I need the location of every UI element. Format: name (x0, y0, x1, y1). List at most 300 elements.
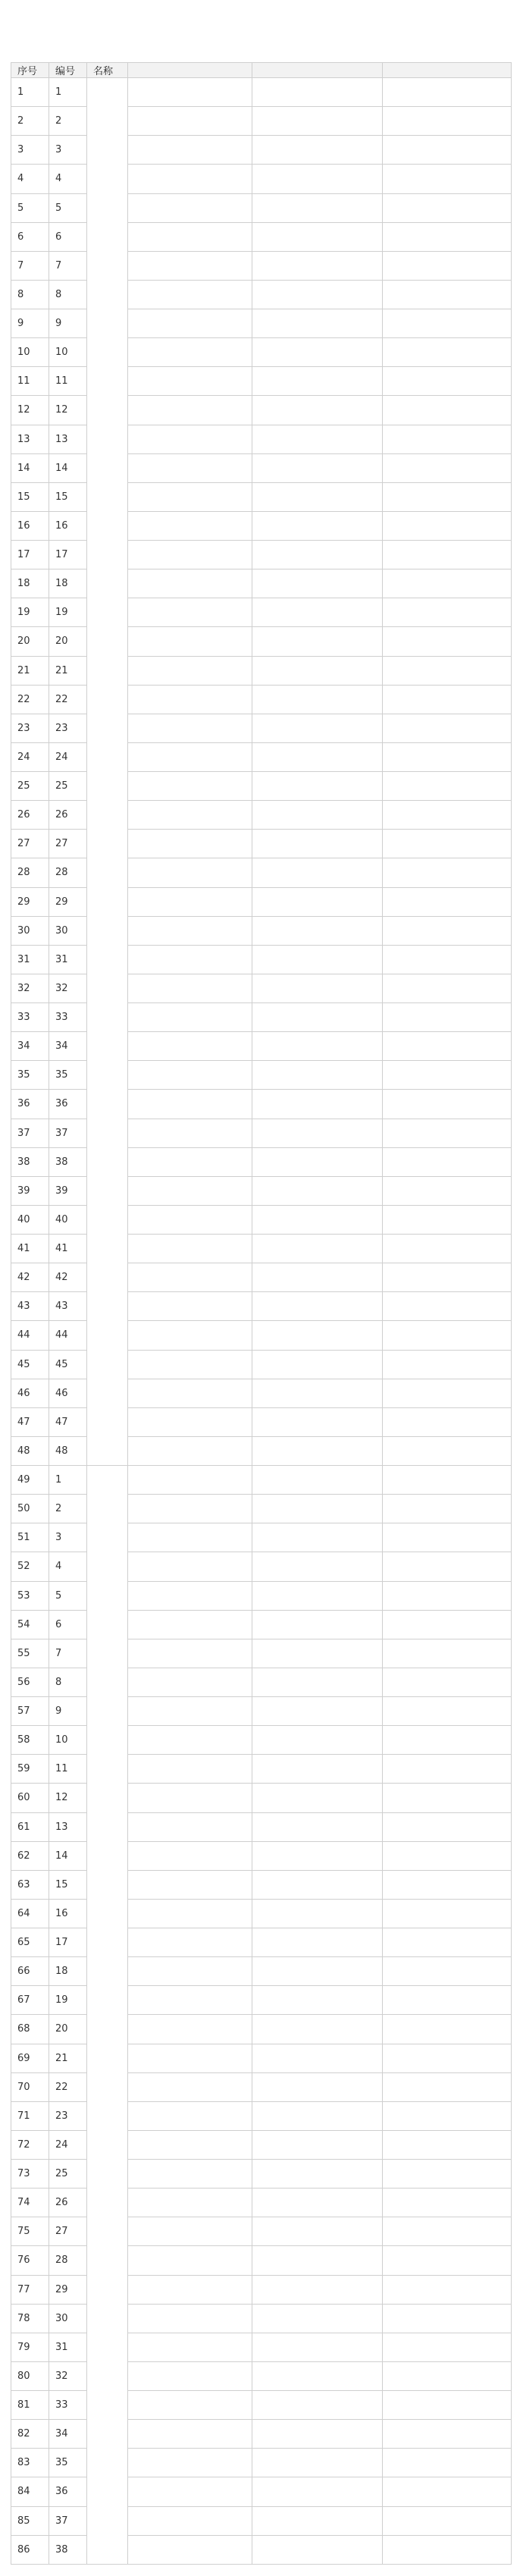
cell-start (252, 280, 383, 309)
table-row (11, 1668, 512, 1696)
cell-start (252, 685, 383, 714)
cell-num: 12 (49, 1784, 87, 1812)
cell-start (252, 1090, 383, 1119)
cell-end (383, 2361, 512, 2390)
cell-seq: 26 (11, 801, 49, 830)
table-row (11, 453, 512, 482)
cell-seq: 49 (11, 1466, 49, 1495)
cell-seq: 40 (11, 1205, 49, 1234)
cell-seq: 3 (11, 136, 49, 165)
cell-road (128, 1292, 252, 1321)
cell-seq: 71 (11, 2101, 49, 2130)
cell-road (128, 627, 252, 656)
cell-end (383, 1986, 512, 2015)
cell-end (383, 136, 512, 165)
cell-num: 37 (49, 2506, 87, 2535)
cell-end (383, 367, 512, 396)
cell-end (383, 916, 512, 945)
cell-road (128, 569, 252, 598)
cell-seq: 51 (11, 1523, 49, 1552)
cell-start (252, 2333, 383, 2361)
cell-start (252, 627, 383, 656)
table-row (11, 2015, 512, 2044)
cell-road (128, 858, 252, 887)
cell-num: 31 (49, 2333, 87, 2361)
cell-end (383, 453, 512, 482)
cell-start (252, 2217, 383, 2246)
cell-seq: 35 (11, 1061, 49, 1090)
cell-end (383, 1032, 512, 1061)
cell-start (252, 1697, 383, 1726)
table-row (11, 2275, 512, 2304)
cell-end (383, 2130, 512, 2159)
cell-start (252, 1003, 383, 1032)
cell-seq: 17 (11, 541, 49, 569)
cell-num: 30 (49, 2304, 87, 2333)
cell-seq: 28 (11, 858, 49, 887)
cell-road (128, 2391, 252, 2420)
cell-end (383, 1119, 512, 1147)
table-row (11, 1610, 512, 1639)
cell-end (383, 598, 512, 627)
cell-seq: 6 (11, 222, 49, 251)
cell-seq: 47 (11, 1407, 49, 1436)
table-title (0, 0, 523, 62)
cell-start (252, 2391, 383, 2420)
cell-end (383, 2535, 512, 2564)
cell-end (383, 1639, 512, 1668)
cell-start (252, 772, 383, 801)
cell-start (252, 453, 383, 482)
cell-end (383, 1581, 512, 1610)
table-row (11, 2535, 512, 2564)
cell-road (128, 396, 252, 425)
table-row (11, 251, 512, 280)
cell-start (252, 1350, 383, 1379)
cell-road (128, 511, 252, 540)
header-row (11, 63, 512, 78)
table-row (11, 2189, 512, 2217)
table-row (11, 1841, 512, 1870)
cell-end (383, 1697, 512, 1726)
cell-end (383, 309, 512, 338)
table-row (11, 1205, 512, 1234)
table-row (11, 2044, 512, 2072)
cell-seq: 39 (11, 1176, 49, 1205)
cell-seq: 79 (11, 2333, 49, 2361)
header-district: 名称 (87, 63, 128, 78)
table-row (11, 685, 512, 714)
cell-end (383, 887, 512, 916)
cell-seq: 19 (11, 598, 49, 627)
cell-num: 5 (49, 1581, 87, 1610)
cell-num: 32 (49, 974, 87, 1002)
cell-end (383, 1235, 512, 1263)
table-row (11, 1928, 512, 1957)
cell-seq: 4 (11, 165, 49, 193)
cell-end (383, 193, 512, 222)
cell-num: 25 (49, 772, 87, 801)
cell-start (252, 1263, 383, 1292)
cell-start (252, 1292, 383, 1321)
cell-num: 7 (49, 251, 87, 280)
cell-seq: 76 (11, 2246, 49, 2275)
cell-start (252, 1523, 383, 1552)
table-row (11, 2420, 512, 2449)
table-row (11, 541, 512, 569)
cell-num: 18 (49, 1957, 87, 1986)
cell-start (252, 338, 383, 367)
cell-num: 15 (49, 1870, 87, 1899)
cell-road (128, 1552, 252, 1581)
cell-start (252, 1176, 383, 1205)
cell-end (383, 1263, 512, 1292)
cell-num: 17 (49, 541, 87, 569)
cell-road (128, 801, 252, 830)
cell-seq: 46 (11, 1379, 49, 1407)
cell-num: 2 (49, 107, 87, 136)
cell-road (128, 2275, 252, 2304)
cell-start (252, 2506, 383, 2535)
cell-seq: 37 (11, 1119, 49, 1147)
cell-road (128, 714, 252, 742)
road-table (11, 62, 512, 2565)
cell-road (128, 1523, 252, 1552)
cell-seq: 66 (11, 1957, 49, 1986)
table-row (11, 338, 512, 367)
cell-road (128, 1610, 252, 1639)
table-row (11, 280, 512, 309)
cell-num: 15 (49, 482, 87, 511)
table-row (11, 1119, 512, 1147)
cell-road (128, 656, 252, 685)
table-row (11, 2101, 512, 2130)
cell-num: 42 (49, 1263, 87, 1292)
cell-start (252, 1726, 383, 1755)
cell-road (128, 280, 252, 309)
cell-end (383, 714, 512, 742)
cell-start (252, 193, 383, 222)
cell-seq: 20 (11, 627, 49, 656)
cell-seq: 8 (11, 280, 49, 309)
cell-end (383, 1610, 512, 1639)
cell-road (128, 1003, 252, 1032)
cell-seq: 33 (11, 1003, 49, 1032)
cell-num: 39 (49, 1176, 87, 1205)
cell-start (252, 742, 383, 771)
cell-seq: 85 (11, 2506, 49, 2535)
cell-end (383, 1147, 512, 1176)
table-row (11, 1726, 512, 1755)
cell-end (383, 2101, 512, 2130)
cell-road (128, 1235, 252, 1263)
cell-start (252, 1147, 383, 1176)
cell-num: 3 (49, 136, 87, 165)
table-row (11, 569, 512, 598)
cell-road (128, 1581, 252, 1610)
cell-road (128, 1350, 252, 1379)
cell-start (252, 1552, 383, 1581)
cell-start (252, 367, 383, 396)
cell-seq: 78 (11, 2304, 49, 2333)
cell-end (383, 1812, 512, 1841)
cell-num: 23 (49, 2101, 87, 2130)
cell-road (128, 1928, 252, 1957)
cell-road (128, 1755, 252, 1784)
cell-seq: 24 (11, 742, 49, 771)
table-row (11, 627, 512, 656)
cell-num: 4 (49, 165, 87, 193)
cell-seq: 64 (11, 1899, 49, 1928)
cell-num: 20 (49, 627, 87, 656)
cell-start (252, 1639, 383, 1668)
cell-seq: 22 (11, 685, 49, 714)
cell-num: 5 (49, 193, 87, 222)
cell-num: 41 (49, 1235, 87, 1263)
cell-num: 4 (49, 1552, 87, 1581)
cell-seq: 59 (11, 1755, 49, 1784)
cell-end (383, 1668, 512, 1696)
cell-seq: 83 (11, 2449, 49, 2477)
cell-road (128, 2304, 252, 2333)
table-row (11, 1032, 512, 1061)
cell-num: 34 (49, 1032, 87, 1061)
cell-start (252, 2304, 383, 2333)
cell-num: 26 (49, 801, 87, 830)
cell-seq: 9 (11, 309, 49, 338)
table-row (11, 916, 512, 945)
cell-seq: 84 (11, 2477, 49, 2506)
cell-road (128, 1379, 252, 1407)
cell-seq: 67 (11, 1986, 49, 2015)
table-row (11, 1147, 512, 1176)
district-cell (87, 1466, 128, 2565)
cell-start (252, 2246, 383, 2275)
cell-seq: 75 (11, 2217, 49, 2246)
cell-start (252, 165, 383, 193)
table-row (11, 1235, 512, 1263)
cell-end (383, 1466, 512, 1495)
cell-end (383, 1523, 512, 1552)
table-row (11, 1697, 512, 1726)
cell-start (252, 1436, 383, 1465)
cell-road (128, 2160, 252, 2189)
cell-end (383, 2506, 512, 2535)
cell-num: 22 (49, 2072, 87, 2101)
cell-end (383, 1407, 512, 1436)
cell-num: 25 (49, 2160, 87, 2189)
cell-start (252, 887, 383, 916)
header-seq: 序号 (11, 63, 49, 78)
cell-road (128, 425, 252, 453)
cell-road (128, 1147, 252, 1176)
cell-seq: 53 (11, 1581, 49, 1610)
cell-num: 8 (49, 280, 87, 309)
cell-start (252, 714, 383, 742)
cell-end (383, 396, 512, 425)
cell-num: 35 (49, 1061, 87, 1090)
cell-start (252, 425, 383, 453)
table-row (11, 1176, 512, 1205)
cell-num: 17 (49, 1928, 87, 1957)
cell-end (383, 2304, 512, 2333)
cell-num: 24 (49, 2130, 87, 2159)
cell-seq: 11 (11, 367, 49, 396)
cell-end (383, 78, 512, 107)
cell-seq: 31 (11, 945, 49, 974)
cell-seq: 15 (11, 482, 49, 511)
cell-end (383, 2044, 512, 2072)
cell-num: 38 (49, 1147, 87, 1176)
cell-start (252, 569, 383, 598)
table-row (11, 656, 512, 685)
cell-end (383, 1495, 512, 1523)
cell-start (252, 78, 383, 107)
cell-road (128, 482, 252, 511)
table-row (11, 974, 512, 1002)
cell-start (252, 396, 383, 425)
cell-start (252, 1755, 383, 1784)
cell-start (252, 1466, 383, 1495)
table-row (11, 2477, 512, 2506)
cell-seq: 63 (11, 1870, 49, 1899)
cell-num: 22 (49, 685, 87, 714)
cell-num: 26 (49, 2189, 87, 2217)
cell-num: 18 (49, 569, 87, 598)
cell-num: 33 (49, 2391, 87, 2420)
cell-end (383, 1321, 512, 1350)
table-row (11, 1292, 512, 1321)
header-num: 编号 (49, 63, 87, 78)
cell-end (383, 425, 512, 453)
cell-num: 14 (49, 453, 87, 482)
cell-end (383, 1350, 512, 1379)
cell-road (128, 2189, 252, 2217)
cell-road (128, 1899, 252, 1928)
cell-seq: 10 (11, 338, 49, 367)
cell-end (383, 1755, 512, 1784)
cell-road (128, 2015, 252, 2044)
cell-seq: 48 (11, 1436, 49, 1465)
cell-seq: 68 (11, 2015, 49, 2044)
cell-num: 12 (49, 396, 87, 425)
cell-end (383, 338, 512, 367)
cell-num: 31 (49, 945, 87, 974)
cell-num: 11 (49, 1755, 87, 1784)
cell-end (383, 945, 512, 974)
cell-road (128, 541, 252, 569)
cell-num: 1 (49, 78, 87, 107)
cell-start (252, 801, 383, 830)
cell-seq: 23 (11, 714, 49, 742)
cell-road (128, 2449, 252, 2477)
cell-road (128, 1321, 252, 1350)
cell-num: 24 (49, 742, 87, 771)
cell-seq: 44 (11, 1321, 49, 1350)
table-row (11, 2130, 512, 2159)
cell-num: 29 (49, 2275, 87, 2304)
table-row (11, 801, 512, 830)
cell-road (128, 453, 252, 482)
cell-road (128, 193, 252, 222)
cell-seq: 43 (11, 1292, 49, 1321)
table-row (11, 482, 512, 511)
cell-num: 13 (49, 425, 87, 453)
cell-road (128, 1639, 252, 1668)
cell-road (128, 598, 252, 627)
cell-road (128, 1263, 252, 1292)
table-row (11, 2304, 512, 2333)
table-row (11, 742, 512, 771)
cell-end (383, 2189, 512, 2217)
cell-seq: 30 (11, 916, 49, 945)
cell-end (383, 2246, 512, 2275)
cell-seq: 18 (11, 569, 49, 598)
table-row (11, 136, 512, 165)
cell-seq: 36 (11, 1090, 49, 1119)
table-row (11, 2361, 512, 2390)
cell-start (252, 1928, 383, 1957)
cell-start (252, 1610, 383, 1639)
cell-start (252, 2101, 383, 2130)
cell-road (128, 367, 252, 396)
cell-num: 36 (49, 1090, 87, 1119)
cell-start (252, 309, 383, 338)
table-row (11, 396, 512, 425)
cell-start (252, 1379, 383, 1407)
cell-start (252, 858, 383, 887)
cell-num: 27 (49, 2217, 87, 2246)
table-row (11, 887, 512, 916)
cell-start (252, 1407, 383, 1436)
cell-end (383, 165, 512, 193)
cell-seq: 41 (11, 1235, 49, 1263)
cell-road (128, 78, 252, 107)
table-row (11, 1263, 512, 1292)
cell-road (128, 1032, 252, 1061)
cell-num: 23 (49, 714, 87, 742)
cell-road (128, 165, 252, 193)
cell-start (252, 916, 383, 945)
table-row (11, 1436, 512, 1465)
table-row (11, 1957, 512, 1986)
cell-end (383, 2449, 512, 2477)
cell-start (252, 2160, 383, 2189)
cell-seq: 27 (11, 830, 49, 858)
cell-num: 10 (49, 1726, 87, 1755)
cell-num: 1 (49, 1466, 87, 1495)
cell-road (128, 1784, 252, 1812)
table-row (11, 2246, 512, 2275)
table-row (11, 1870, 512, 1899)
cell-end (383, 1090, 512, 1119)
cell-seq: 81 (11, 2391, 49, 2420)
cell-start (252, 1812, 383, 1841)
table-row (11, 222, 512, 251)
cell-num: 11 (49, 367, 87, 396)
cell-seq: 62 (11, 1841, 49, 1870)
cell-end (383, 772, 512, 801)
table-row (11, 1407, 512, 1436)
cell-seq: 50 (11, 1495, 49, 1523)
cell-road (128, 1119, 252, 1147)
cell-seq: 56 (11, 1668, 49, 1696)
cell-seq: 7 (11, 251, 49, 280)
table-row (11, 367, 512, 396)
cell-start (252, 1321, 383, 1350)
table-row (11, 1466, 512, 1495)
cell-end (383, 656, 512, 685)
